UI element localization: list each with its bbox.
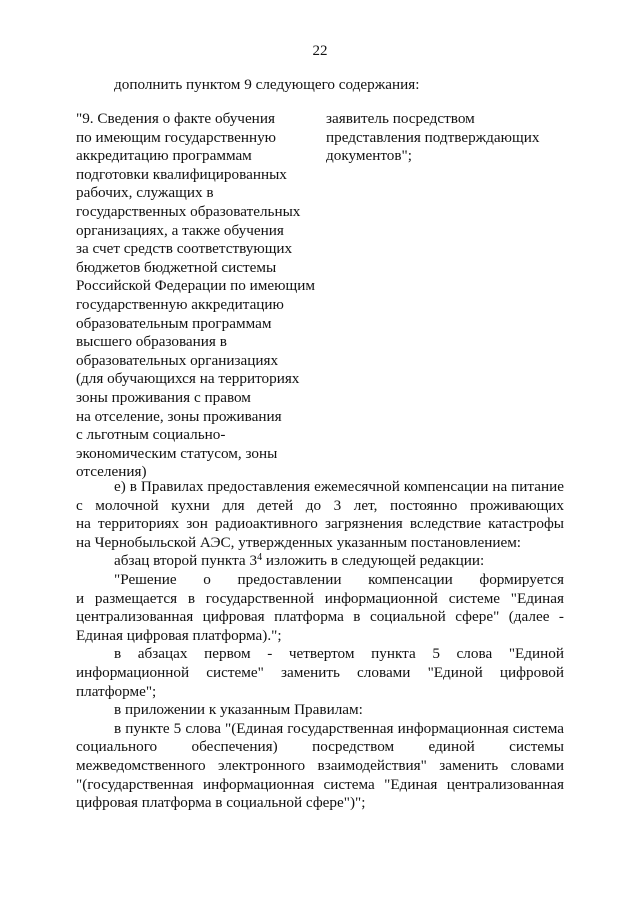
- body-text: [76, 478, 564, 813]
- table-left-line: по имеющим государственную: [76, 128, 277, 146]
- paragraph-text: абзац второй пункта 3: [114, 552, 258, 570]
- table-right-line: представления подтверждающих: [326, 128, 540, 146]
- table-left-line: организациях, а также обучения: [76, 221, 284, 239]
- paragraph-line: и размещается в государственной информационной системе "Единая: [76, 589, 564, 607]
- paragraph-line: социального обеспечения) посредством единой системы: [76, 738, 564, 756]
- table-left-line: образовательных организациях: [76, 351, 279, 369]
- table-left-line: образовательным программам: [76, 314, 272, 332]
- table-left-line: "9. Сведения о факте обучения: [76, 110, 275, 127]
- paragraph-line: цифровая платформа в социальной сфере")";: [76, 794, 366, 812]
- table-right-line: заявитель посредством: [326, 110, 475, 127]
- paragraph-line: платформе";: [76, 682, 157, 700]
- table-left-line: (для обучающихся на территориях: [76, 370, 300, 388]
- paragraph-abzac: [76, 552, 564, 571]
- paragraph-line: межведомственного электронного взаимодействия" заменить словами: [76, 756, 564, 774]
- table-left-line: на отселение, зоны проживания: [76, 407, 282, 425]
- table-left-line: государственных образовательных: [76, 202, 301, 220]
- table-left-line: бюджетов бюджетной системы: [76, 258, 277, 276]
- table-left-line: зоны проживания с правом: [76, 388, 251, 406]
- table-left-line: высшего образования в: [76, 333, 227, 351]
- paragraph-prilozhenie: в приложении к указанным Правилам:: [114, 701, 363, 719]
- paragraph-line: Единая цифровая платформа).";: [76, 626, 282, 644]
- table-left-line: аккредитацию программам: [76, 147, 252, 165]
- table-left-line: рабочих, служащих в: [76, 184, 214, 202]
- table-left-line: государственную аккредитацию: [76, 295, 284, 313]
- paragraph-e: [76, 478, 564, 552]
- page-number: 22: [312, 43, 328, 59]
- table-left-line: за счет средств соответствующих: [76, 240, 293, 258]
- paragraph-line: "Решение о предоставлении компенсации формируется: [114, 570, 564, 588]
- table-right-column: [326, 110, 566, 166]
- paragraph-line: информационной системе" заменить словами "Единой цифровой: [76, 663, 564, 681]
- table-left-column: [76, 110, 326, 482]
- table-left-line: Российской Федерации по имеющим: [76, 277, 315, 295]
- paragraph-line: е) в Правилах предоставления ежемесячной компенсации на питание: [114, 478, 564, 495]
- paragraph-line: на Чернобыльской АЭС, утвержденных указанным постановлением:: [76, 533, 522, 551]
- paragraph-abzacy: [76, 645, 564, 701]
- paragraph-line: с молочной кухни для детей до 3 лет, постоянно проживающих: [76, 496, 564, 514]
- paragraph-text: изложить в следующей редакции:: [262, 552, 485, 570]
- paragraph-punkt5: [76, 720, 564, 813]
- paragraph-quote: [76, 571, 564, 645]
- table-right-line: документов";: [326, 147, 412, 165]
- paragraph-line: на территориях зон радиоактивного загрязнения вследствие катастрофы: [76, 515, 564, 533]
- table-left-line: с льготным социально-: [76, 426, 226, 444]
- paragraph-line: в пункте 5 слова "(Единая государственная информационная система: [114, 719, 564, 737]
- table-left-line: отселения): [76, 463, 147, 481]
- paragraph-line: централизованная цифровая платформа в социальной сфере" (далее -: [76, 608, 564, 626]
- table-left-line: экономическим статусом, зоны: [76, 444, 278, 462]
- superscript: 4: [257, 552, 263, 564]
- paragraph-line: "(государственная информационная система "Единая централизованная: [76, 775, 564, 793]
- paragraph-line: в абзацах первом - четвертом пункта 5 слова "Единой: [114, 645, 564, 663]
- table-left-line: подготовки квалифицированных: [76, 165, 287, 183]
- intro-paragraph: дополнить пунктом 9 следующего содержания:: [114, 76, 420, 93]
